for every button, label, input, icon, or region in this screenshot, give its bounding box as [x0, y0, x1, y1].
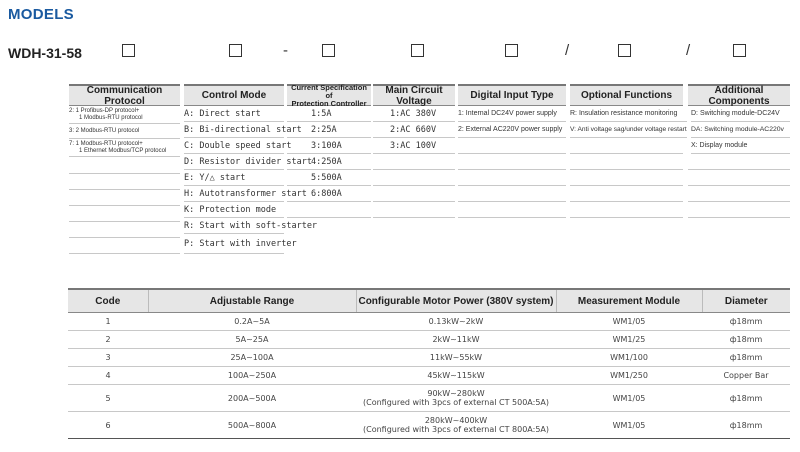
cell-power-line2: (Configured with 3pcs of external CT 800A:5A) — [362, 425, 550, 434]
cell-diameter: ф18mm — [702, 412, 790, 439]
additional-component-item: D: Switching module-DC24V — [691, 106, 790, 122]
code-box-control — [229, 44, 242, 57]
cell-range: 100A~250A — [148, 367, 356, 385]
optional-empty-row — [570, 138, 683, 154]
cell-module: WM1/05 — [556, 412, 702, 439]
code-box-current — [322, 44, 335, 57]
model-code: WDH-31-58 — [8, 45, 82, 61]
cell-code: 1 — [68, 313, 148, 331]
comm-item-line1: 7: 1 Modbus-RTU protocol+ — [69, 141, 143, 147]
digital-input-item: 2: External AC220V power supply — [458, 122, 566, 138]
comm-item-line2: 1 Ethernet Modbus/TCP protocol — [79, 147, 167, 154]
col-header-optional: Optional Functions — [570, 84, 683, 106]
code-box-additional — [733, 44, 746, 57]
cell-power: 2kW~11kW — [356, 331, 556, 349]
additional-component-item: X: Display module — [691, 138, 790, 154]
control-mode-item: C: Double speed start — [184, 138, 284, 154]
spec-table-header-row — [68, 289, 790, 313]
cell-module: WM1/100 — [556, 349, 702, 367]
spec-header-power: Configurable Motor Power (380V system) — [356, 289, 556, 313]
cell-code: 6 — [68, 412, 148, 439]
current-spec-item: 4:250A — [287, 154, 371, 170]
comm-item — [69, 139, 180, 157]
cell-diameter: ф18mm — [702, 349, 790, 367]
optional-empty-row — [570, 186, 683, 202]
cell-range: 200A~500A — [148, 385, 356, 412]
cell-power-line2: (Configured with 3pcs of external CT 500A:5A) — [362, 398, 550, 407]
cell-power — [356, 385, 556, 412]
separator-dash: - — [283, 42, 288, 59]
comm-item-line1: 3: 2 Modbus-RTU protocol — [69, 127, 140, 134]
spec-header-module: Measurement Module — [556, 289, 702, 313]
voltage-item: 1:AC 380V — [373, 106, 455, 122]
additional-empty-row — [688, 186, 790, 202]
table-row — [68, 349, 790, 367]
cell-range: 25A~100A — [148, 349, 356, 367]
voltage-item: 2:AC 660V — [373, 122, 455, 138]
cell-power-line1: 280kW~400kW — [424, 416, 488, 425]
digital-input-empty-row — [458, 202, 566, 218]
voltage-empty-row — [373, 170, 455, 186]
separator-slash-2: / — [686, 42, 691, 59]
cell-power — [356, 412, 556, 439]
current-spec-item: 6:800A — [287, 186, 371, 202]
comm-empty-row — [69, 190, 180, 206]
cell-diameter: ф18mm — [702, 331, 790, 349]
cell-power-line1: 90kW~280kW — [427, 389, 485, 398]
optional-empty-row — [570, 154, 683, 170]
cell-diameter: ф18mm — [702, 313, 790, 331]
col-header-additional: Additional Components — [688, 84, 790, 106]
table-row — [68, 331, 790, 349]
comm-empty-row — [69, 174, 180, 190]
additional-empty-row — [688, 170, 790, 186]
comm-empty-row — [69, 206, 180, 222]
cell-code: 3 — [68, 349, 148, 367]
current-spec-item: 3:100A — [287, 138, 371, 154]
control-mode-item: E: Y/△ start — [184, 170, 284, 186]
spec-table — [68, 288, 790, 439]
cell-range: 0.2A~5A — [148, 313, 356, 331]
optional-function-item: R: Insulation resistance monitoring — [570, 106, 687, 122]
voltage-empty-row — [373, 154, 455, 170]
control-mode-item: K: Protection mode — [184, 202, 284, 218]
cell-module: WM1/25 — [556, 331, 702, 349]
comm-item-line2: 1 Modbus-RTU protocol — [79, 114, 143, 121]
code-box-optional — [618, 44, 631, 57]
control-mode-item: P: Start with inverter — [184, 234, 284, 254]
col-header-control: Control Mode — [184, 84, 284, 106]
cell-code: 2 — [68, 331, 148, 349]
separator-slash-1: / — [565, 42, 570, 59]
optional-empty-row — [570, 202, 683, 218]
table-row — [68, 367, 790, 385]
cell-code: 5 — [68, 385, 148, 412]
optional-empty-row — [570, 170, 683, 186]
cell-module: WM1/250 — [556, 367, 702, 385]
control-mode-item: D: Resistor divider start — [184, 154, 284, 170]
spec-header-code: Code — [68, 289, 148, 313]
additional-empty-row — [688, 202, 790, 218]
col-header-current-line1: Current Specification of — [291, 82, 367, 100]
table-row — [68, 313, 790, 331]
digital-input-empty-row — [458, 154, 566, 170]
cell-power: 45kW~115kW — [356, 367, 556, 385]
col-header-current-line2: Protection Controller — [291, 98, 367, 108]
code-box-input — [505, 44, 518, 57]
current-spec-item: 5:500A — [287, 170, 371, 186]
cell-range: 5A~25A — [148, 331, 356, 349]
current-spec-item: 1:5A — [287, 106, 371, 122]
voltage-empty-row — [373, 186, 455, 202]
additional-component-item: DA: Switching module-AC220v — [691, 122, 790, 138]
current-empty-row — [287, 202, 371, 218]
comm-item — [69, 124, 180, 139]
table-row — [68, 412, 790, 439]
cell-module: WM1/05 — [556, 313, 702, 331]
table-row — [68, 385, 790, 412]
col-header-voltage: Main Circuit Voltage — [373, 84, 455, 106]
cell-diameter: Copper Bar — [702, 367, 790, 385]
code-box-comm — [122, 44, 135, 57]
control-mode-item: A: Direct start — [184, 106, 284, 122]
control-mode-item: R: Start with soft-starter — [184, 218, 284, 234]
cell-power: 11kW~55kW — [356, 349, 556, 367]
comm-item-line1: 2: 1 Profibus-DP protocol+ — [69, 108, 140, 114]
cell-diameter: ф18mm — [702, 385, 790, 412]
voltage-empty-row — [373, 202, 455, 218]
cell-code: 4 — [68, 367, 148, 385]
col-header-input: Digital Input Type — [458, 84, 566, 106]
page-title: MODELS — [8, 6, 74, 23]
col-header-current — [287, 84, 371, 106]
optional-function-item: V: Anti voltage sag/under voltage restart — [570, 122, 687, 138]
spec-header-range: Adjustable Range — [148, 289, 356, 313]
comm-empty-row — [69, 238, 180, 254]
digital-input-item: 1: Internal DC24V power supply — [458, 106, 566, 122]
digital-input-empty-row — [458, 170, 566, 186]
col-header-comm: Communication Protocol — [69, 84, 180, 106]
digital-input-empty-row — [458, 186, 566, 202]
cell-power: 0.13kW~2kW — [356, 313, 556, 331]
spec-header-diameter: Diameter — [702, 289, 790, 313]
control-mode-item: H: Autotransformer start — [184, 186, 284, 202]
comm-empty-row — [69, 222, 180, 238]
cell-range: 500A~800A — [148, 412, 356, 439]
voltage-item: 3:AC 100V — [373, 138, 455, 154]
comm-item — [69, 106, 180, 124]
comm-empty-row — [69, 157, 180, 174]
digital-input-empty-row — [458, 138, 566, 154]
cell-module: WM1/05 — [556, 385, 702, 412]
control-mode-item: B: Bi-directional start — [184, 122, 284, 138]
additional-empty-row — [688, 154, 790, 170]
current-spec-item: 2:25A — [287, 122, 371, 138]
code-box-voltage — [411, 44, 424, 57]
